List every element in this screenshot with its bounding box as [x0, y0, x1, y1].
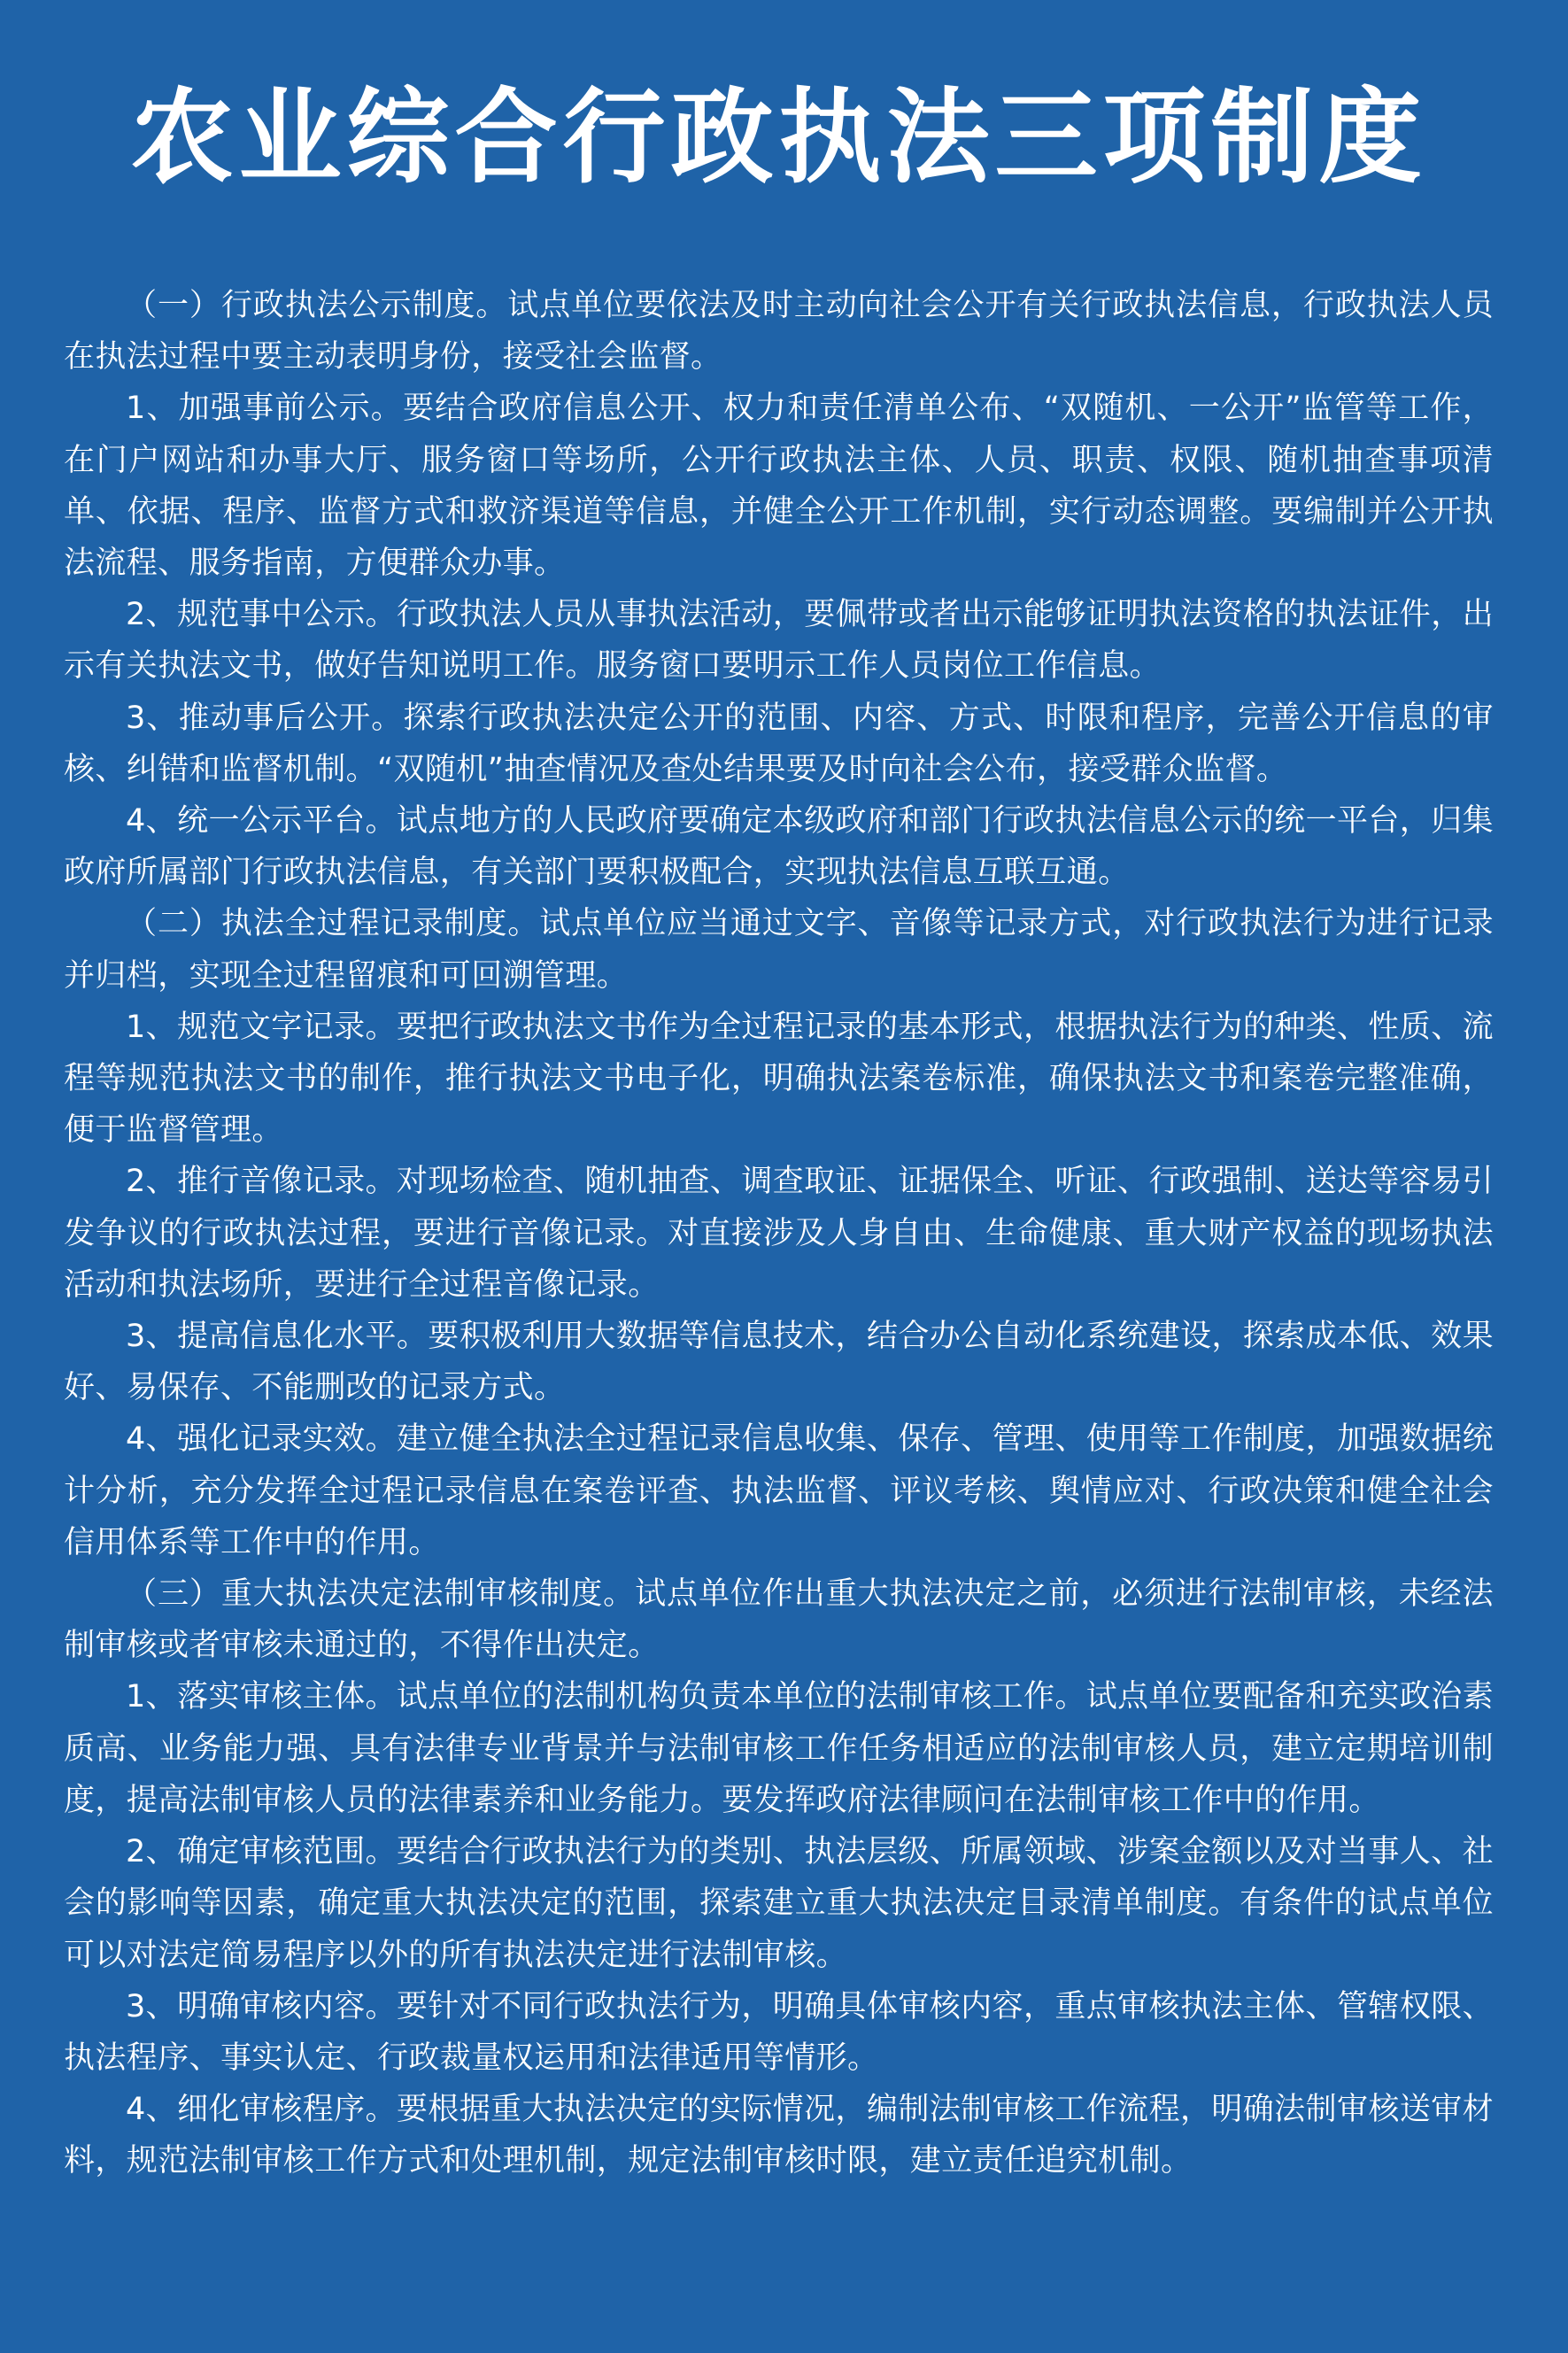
section-2-item-2: 2、推行音像记录。对现场检查、随机抽查、调查取证、证据保全、听证、行政强制、送达等容易引发争议的行政执法过程，要进行音像记录。对直接涉及人身自由、生命健康、重大财产权益的现场执法活动和执法场所，要进行全过程音像记录。: [64, 1164, 1494, 1303]
section-3-item-3: 3、明确审核内容。要针对不同行政执法行为，明确具体审核内容，重点审核执法主体、管辖权限、执法程序、事实认定、行政裁量权运用和法律适用等情形。: [64, 1988, 1494, 2076]
section-2-item-1: 1、规范文字记录。要把行政执法文书作为全过程记录的基本形式，根据执法行为的种类、性质、流程等规范执法文书的制作，推行执法文书电子化，明确执法案卷标准，确保执法文书和案卷完整准确，便于监督管理。: [64, 1009, 1494, 1149]
section-3-item-1: 1、落实审核主体。试点单位的法制机构负责本单位的法制审核工作。试点单位要配备和充实政治素质高、业务能力强、具有法律专业背景并与法制审核工作任务相适应的法制审核人员，建立定期培训制度，提高法制审核人员的法律素养和业务能力。要发挥政府法律顾问在法制审核工作中的作用。: [64, 1679, 1494, 1818]
section-3-item-2: 2、确定审核范围。要结合行政执法行为的类别、执法层级、所属领域、涉案金额以及对当事人、社会的影响等因素，确定重大执法决定的范围，探索建立重大执法决定目录清单制度。有条件的试点单位可以对法定简易程序以外的所有执法决定进行法制审核。: [64, 1834, 1494, 1973]
section-1-item-4: 4、统一公示平台。试点地方的人民政府要确定本级政府和部门行政执法信息公示的统一平台，归集政府所属部门行政执法信息，有关部门要积极配合，实现执法信息互联互通。: [64, 803, 1494, 891]
section-1-item-3: 3、推动事后公开。探索行政执法决定公开的范围、内容、方式、时限和程序，完善公开信息的审核、纠错和监督机制。“双随机”抽查情况及查处结果要及时向社会公布，接受群众监督。: [64, 700, 1494, 787]
section-1-item-2: 2、规范事中公示。行政执法人员从事执法活动，要佩带或者出示能够证明执法资格的执法证件，出示有关执法文书，做好告知说明工作。服务窗口要明示工作人员岗位工作信息。: [64, 597, 1494, 685]
section-1-heading: （一）行政执法公示制度。试点单位要依法及时主动向社会公开有关行政执法信息，行政执法人员在执法过程中要主动表明身份，接受社会监督。: [64, 288, 1494, 375]
poster-body: [64, 280, 1494, 2187]
poster-title: 农业综合行政执法三项制度: [130, 78, 1427, 197]
section-2-item-4: 4、强化记录实效。建立健全执法全过程记录信息收集、保存、管理、使用等工作制度，加强数据统计分析，充分发挥全过程记录信息在案卷评查、执法监督、评议考核、舆情应对、行政决策和健全社会信用体系等工作中的作用。: [64, 1421, 1494, 1560]
section-2-heading: （二）执法全过程记录制度。试点单位应当通过文字、音像等记录方式，对行政执法行为进行记录并归档，实现全过程留痕和可回溯管理。: [64, 906, 1494, 994]
section-3-item-4: 4、细化审核程序。要根据重大执法决定的实际情况，编制法制审核工作流程，明确法制审核送审材料，规范法制审核工作方式和处理机制，规定法制审核时限，建立责任追究机制。: [64, 2092, 1494, 2179]
section-1-item-1: 1、加强事前公示。要结合政府信息公开、权力和责任清单公布、“双随机、一公开”监管等工作，在门户网站和办事大厅、服务窗口等场所，公开行政执法主体、人员、职责、权限、随机抽查事项清单、依据、程序、监督方式和救济渠道等信息，并健全公开工作机制，实行动态调整。要编制并公开执法流程、服务指南，方便群众办事。: [64, 391, 1494, 582]
section-3-heading: （三）重大执法决定法制审核制度。试点单位作出重大执法决定之前，必须进行法制审核，未经法制审核或者审核未通过的，不得作出决定。: [64, 1576, 1494, 1664]
section-2-item-3: 3、提高信息化水平。要积极利用大数据等信息技术，结合办公自动化系统建设，探索成本低、效果好、易保存、不能删改的记录方式。: [64, 1319, 1494, 1406]
